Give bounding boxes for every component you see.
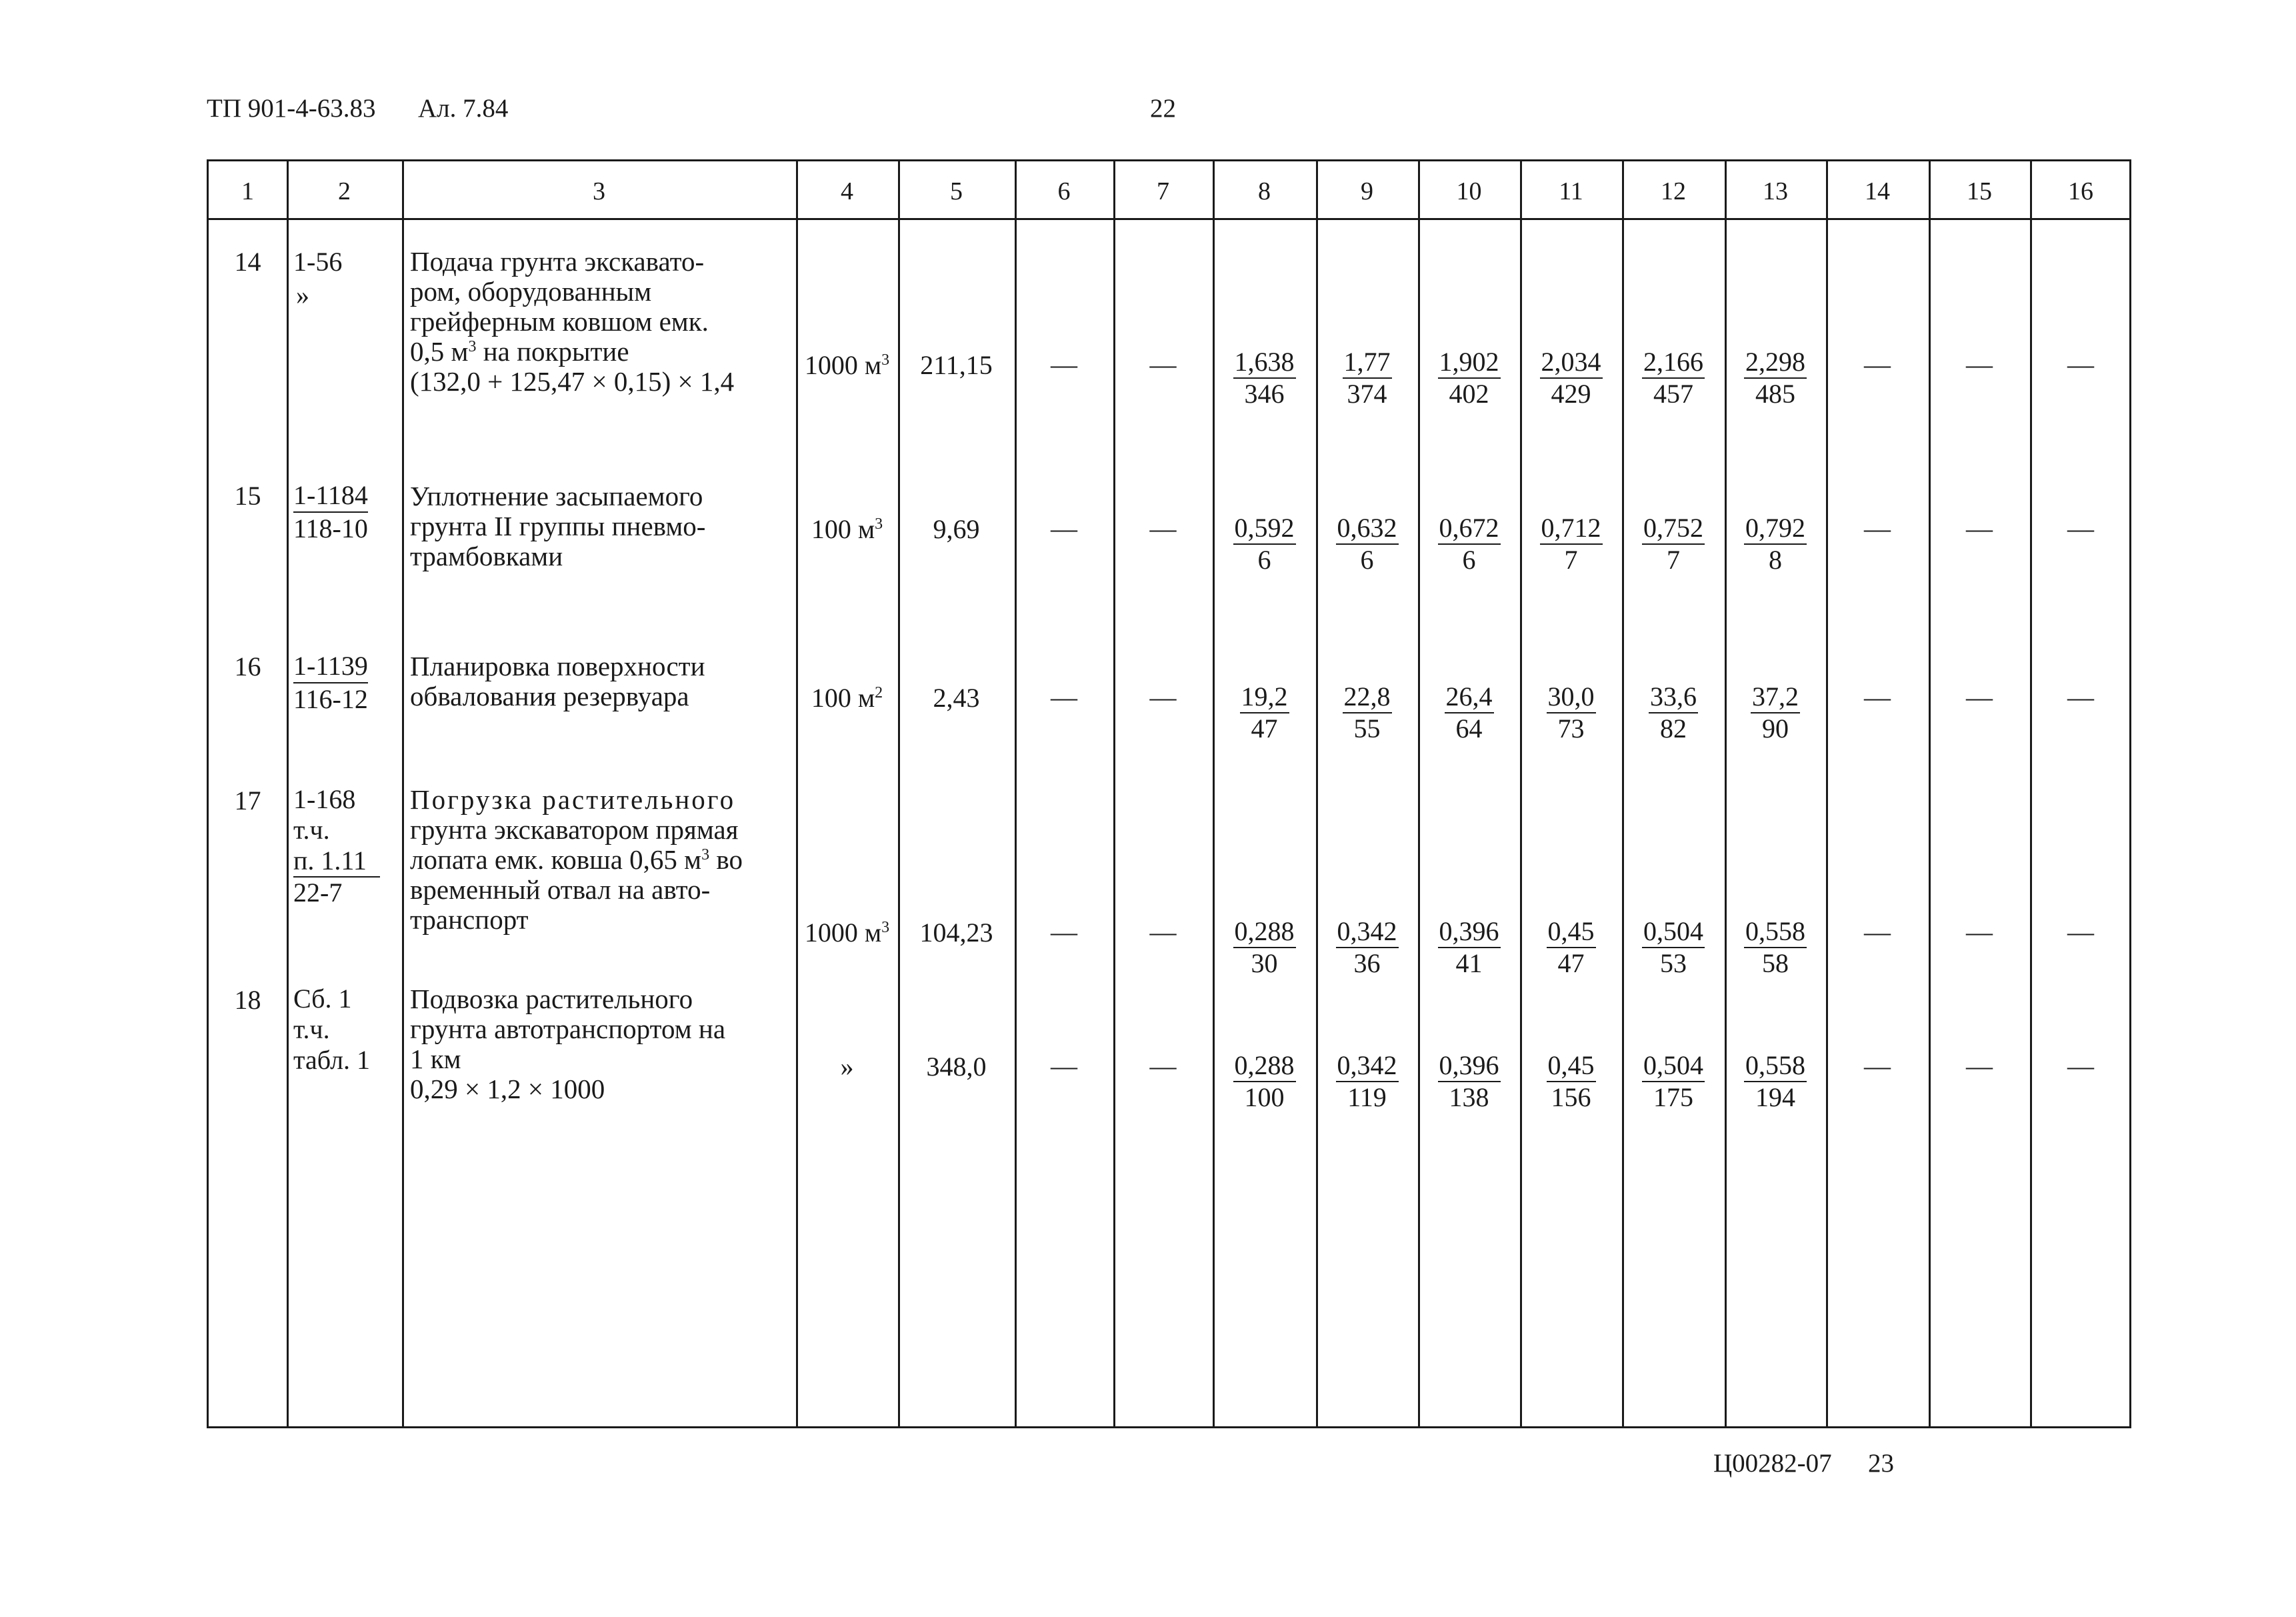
- unit-superscript: 3: [881, 351, 890, 369]
- column-header-16: 16: [2068, 177, 2093, 205]
- desc-superscript: 3: [701, 846, 710, 864]
- fraction-denominator: 58: [1762, 948, 1789, 978]
- fraction-denominator: 47: [1557, 948, 1585, 978]
- fraction-denominator: 7: [1667, 545, 1680, 575]
- desc-text: лопата емк. ковша 0,65 м: [410, 844, 702, 875]
- fraction-cell: [1622, 347, 1725, 409]
- fraction-numerator: 0,288: [1233, 916, 1296, 948]
- column-header-9: 9: [1361, 177, 1373, 205]
- fraction-numerator: 30,0: [1547, 681, 1596, 713]
- column-header-2: 2: [338, 177, 351, 205]
- desc-line: обвалования резервуара: [410, 681, 689, 711]
- dash-cell: —: [1966, 1051, 1993, 1081]
- dash-cell: —: [1149, 917, 1177, 947]
- work-description: [410, 785, 743, 935]
- desc-line: транспорт: [410, 904, 529, 935]
- desc-line: Планировка поверхности: [410, 651, 705, 681]
- unit: [796, 681, 898, 715]
- dash-cell: —: [1149, 682, 1177, 712]
- dash-cell: —: [1966, 682, 1993, 712]
- fraction-cell: [1725, 1050, 1826, 1113]
- dash-cell: —: [1966, 349, 1993, 379]
- desc-line: грунта II группы пневмо-: [410, 511, 706, 541]
- dash-cell: —: [1966, 917, 1993, 947]
- row-number: 17: [234, 785, 261, 816]
- fraction-denominator: 7: [1564, 545, 1578, 575]
- fraction-denominator: 100: [1244, 1082, 1285, 1112]
- norm-reference: [293, 784, 380, 908]
- desc-line: [410, 845, 743, 875]
- column-header-1: 1: [241, 177, 254, 205]
- norm-code: табл. 1: [293, 1045, 371, 1075]
- fraction-denominator: 429: [1551, 379, 1591, 409]
- fraction-denominator: 194: [1755, 1082, 1795, 1112]
- fraction-cell: [1316, 681, 1418, 744]
- dash-cell: —: [1864, 513, 1891, 543]
- fraction-cell: [1213, 513, 1316, 575]
- column-header-12: 12: [1661, 177, 1686, 205]
- work-description: [410, 984, 725, 1104]
- fraction-cell: [1213, 681, 1316, 744]
- fraction-numerator: 0,558: [1744, 916, 1807, 948]
- fraction-denominator: 485: [1755, 379, 1795, 409]
- quantity: 348,0: [926, 1052, 987, 1082]
- norm-code: 1-168: [293, 784, 356, 814]
- fraction-denominator: 6: [1462, 545, 1476, 575]
- fraction-numerator: 0,396: [1438, 1050, 1501, 1082]
- fraction-cell: [1418, 1050, 1520, 1113]
- dash-cell: —: [1051, 917, 1077, 947]
- dash-cell: —: [2067, 349, 2094, 379]
- footer-page-number: 23: [1868, 1449, 1894, 1478]
- desc-line: (132,0 + 125,47 × 0,15) × 1,4: [410, 366, 735, 397]
- fraction-denominator: 374: [1347, 379, 1387, 409]
- fraction-cell: [1520, 681, 1622, 744]
- dash-cell: —: [1864, 349, 1891, 379]
- dash-cell: —: [1149, 349, 1177, 379]
- fraction-numerator: 0,558: [1744, 1050, 1807, 1082]
- album-number: Ал. 7.84: [418, 94, 509, 123]
- fraction-denominator: 175: [1653, 1082, 1693, 1112]
- page-number: 22: [1150, 94, 1176, 123]
- footer-code: Ц00282-07: [1713, 1449, 1832, 1478]
- desc-line: грейферным ковшом емк.: [410, 306, 709, 337]
- fraction-cell: [1316, 513, 1418, 575]
- fraction-denominator: 6: [1360, 545, 1374, 575]
- fraction-numerator: 0,504: [1642, 916, 1705, 948]
- norm-code: 1-56: [293, 247, 343, 277]
- row-number: 18: [234, 985, 261, 1015]
- column-header-3: 3: [593, 177, 605, 205]
- dash-cell: —: [1149, 513, 1177, 543]
- dash-cell: —: [1051, 513, 1077, 543]
- fraction-numerator: 0,288: [1233, 1050, 1296, 1082]
- column-header-11: 11: [1559, 177, 1583, 205]
- work-description: [410, 247, 734, 397]
- column-divider: [402, 161, 404, 1426]
- unit-text: 1000 м: [804, 918, 882, 948]
- fraction-denominator: 138: [1449, 1082, 1489, 1112]
- fraction-cell: [1622, 513, 1725, 575]
- fraction-numerator: 1,902: [1438, 347, 1501, 379]
- dash-cell: —: [1149, 1051, 1177, 1081]
- norm-reference: [293, 984, 370, 1076]
- quantity: 104,23: [919, 918, 993, 948]
- unit-text: 1000 м: [804, 350, 882, 380]
- fraction-numerator: 0,752: [1642, 513, 1705, 545]
- norm-code: 22-7: [293, 878, 343, 908]
- fraction-numerator: 0,45: [1547, 1050, 1596, 1082]
- fraction-numerator: 22,8: [1343, 681, 1392, 713]
- dash-cell: —: [2067, 682, 2094, 712]
- fraction-cell: [1622, 916, 1725, 979]
- dash-cell: —: [2067, 1051, 2094, 1081]
- norm-code: п. 1.11: [293, 846, 380, 878]
- quantity: 2,43: [933, 683, 980, 713]
- fraction-cell: [1316, 916, 1418, 979]
- dash-cell: —: [2067, 513, 2094, 543]
- fraction-cell: [1213, 347, 1316, 409]
- fraction-denominator: 47: [1251, 713, 1278, 743]
- work-description: [410, 651, 705, 711]
- column-header-5: 5: [950, 177, 963, 205]
- fraction-numerator: 0,504: [1642, 1050, 1705, 1082]
- unit-superscript: 3: [875, 515, 883, 533]
- column-header-13: 13: [1763, 177, 1788, 205]
- dash-cell: —: [1864, 682, 1891, 712]
- column-header-15: 15: [1967, 177, 1992, 205]
- fraction-numerator: 1,638: [1233, 347, 1296, 379]
- fraction-numerator: 26,4: [1445, 681, 1494, 713]
- fraction-cell: [1520, 1050, 1622, 1113]
- fraction-cell: [1213, 916, 1316, 979]
- fraction-denominator: 64: [1455, 713, 1483, 743]
- norm-code: 1-1184: [293, 479, 368, 513]
- fraction-cell: [1520, 916, 1622, 979]
- norm-code: 116-12: [293, 684, 368, 714]
- norm-reference: [293, 650, 368, 715]
- desc-line: Погрузка растительного: [410, 784, 736, 815]
- quantity: 211,15: [920, 350, 993, 380]
- unit-text: 100 м: [811, 683, 875, 713]
- desc-line: ром, оборудованным: [410, 276, 652, 307]
- fraction-denominator: 6: [1257, 545, 1271, 575]
- norm-code: т.ч.: [293, 815, 330, 845]
- dash-cell: —: [1864, 917, 1891, 947]
- fraction-denominator: 30: [1251, 948, 1278, 978]
- row-number: 15: [234, 481, 261, 511]
- dash-cell: —: [1966, 513, 1993, 543]
- column-header-7: 7: [1157, 177, 1169, 205]
- fraction-denominator: 346: [1244, 379, 1285, 409]
- fraction-denominator: 73: [1557, 713, 1585, 743]
- document-code: ТП 901-4-63.83: [207, 94, 376, 123]
- fraction-numerator: 0,342: [1336, 1050, 1399, 1082]
- norm-code: 118-10: [293, 513, 368, 543]
- column-header-8: 8: [1258, 177, 1271, 205]
- fraction-numerator: 0,342: [1336, 916, 1399, 948]
- fraction-cell: [1213, 1050, 1316, 1113]
- desc-line: грунта автотранспортом на: [410, 1014, 726, 1044]
- norm-code: 1-1139: [293, 650, 368, 683]
- desc-line: трамбовками: [410, 541, 563, 571]
- desc-text: во: [709, 844, 743, 875]
- fraction-numerator: 0,792: [1744, 513, 1807, 545]
- fraction-numerator: 2,166: [1642, 347, 1705, 379]
- fraction-cell: [1418, 347, 1520, 409]
- fraction-cell: [1316, 1050, 1418, 1113]
- dash-cell: —: [1051, 349, 1077, 379]
- dash-cell: —: [1051, 682, 1077, 712]
- fraction-cell: [1725, 513, 1826, 575]
- fraction-denominator: 457: [1653, 379, 1693, 409]
- fraction-denominator: 156: [1551, 1082, 1591, 1112]
- header-divider: [209, 218, 2129, 220]
- column-header-10: 10: [1456, 177, 1482, 205]
- desc-superscript: 3: [468, 338, 477, 355]
- fraction-denominator: 82: [1660, 713, 1687, 743]
- fraction-cell: [1725, 347, 1826, 409]
- work-description: [410, 481, 705, 571]
- norm-code: Сб. 1: [293, 984, 352, 1014]
- fraction-cell: [1725, 916, 1826, 979]
- desc-line: временный отвал на авто-: [410, 874, 711, 905]
- desc-line: Уплотнение засыпаемого: [410, 481, 703, 511]
- quantity: 9,69: [933, 514, 980, 544]
- fraction-numerator: 2,034: [1540, 347, 1603, 379]
- desc-text: на покрытие: [476, 336, 629, 367]
- fraction-cell: [1520, 513, 1622, 575]
- row-number: 14: [234, 247, 261, 277]
- column-header-6: 6: [1057, 177, 1071, 205]
- fraction-numerator: 19,2: [1240, 681, 1289, 713]
- fraction-cell: [1418, 513, 1520, 575]
- fraction-denominator: 402: [1449, 379, 1489, 409]
- fraction-denominator: 36: [1353, 948, 1381, 978]
- ditto-mark: »: [296, 280, 309, 310]
- unit: [796, 916, 898, 950]
- desc-text: 0,5 м: [410, 336, 469, 367]
- column-divider: [287, 161, 289, 1426]
- unit: [796, 349, 898, 382]
- fraction-numerator: 37,2: [1751, 681, 1800, 713]
- norm-reference: [293, 245, 342, 312]
- desc-line: грунта экскаватором прямая: [410, 814, 739, 845]
- norm-reference: [293, 479, 368, 545]
- desc-line: 0,29 × 1,2 × 1000: [410, 1074, 605, 1104]
- estimate-table: [207, 159, 2131, 1428]
- norm-code: т.ч.: [293, 1014, 330, 1044]
- fraction-denominator: 41: [1455, 948, 1483, 978]
- fraction-cell: [1622, 1050, 1725, 1113]
- desc-line: Подача грунта экскавато-: [410, 246, 705, 277]
- unit-superscript: 2: [875, 684, 883, 701]
- dash-cell: —: [1864, 1051, 1891, 1081]
- fraction-numerator: 33,6: [1649, 681, 1698, 713]
- dash-cell: —: [2067, 917, 2094, 947]
- fraction-cell: [1520, 347, 1622, 409]
- fraction-cell: [1622, 681, 1725, 744]
- fraction-denominator: 90: [1762, 713, 1789, 743]
- fraction-numerator: 1,77: [1343, 347, 1392, 379]
- dash-cell: —: [1051, 1051, 1077, 1081]
- fraction-denominator: 8: [1769, 545, 1782, 575]
- column-header-4: 4: [841, 177, 853, 205]
- unit: [796, 513, 898, 546]
- row-number: 16: [234, 651, 261, 681]
- fraction-numerator: 0,592: [1233, 513, 1296, 545]
- fraction-cell: [1316, 347, 1418, 409]
- desc-line: Подвозка растительного: [410, 984, 693, 1014]
- unit: »: [840, 1052, 854, 1082]
- fraction-numerator: 2,298: [1744, 347, 1807, 379]
- fraction-cell: [1418, 681, 1520, 744]
- fraction-numerator: 0,45: [1547, 916, 1596, 948]
- unit-text: 100 м: [811, 514, 875, 544]
- fraction-numerator: 0,632: [1336, 513, 1399, 545]
- fraction-denominator: 119: [1347, 1082, 1387, 1112]
- desc-line: [410, 337, 734, 367]
- fraction-denominator: 55: [1353, 713, 1381, 743]
- unit-superscript: 3: [881, 919, 890, 936]
- fraction-denominator: 53: [1660, 948, 1687, 978]
- column-header-14: 14: [1865, 177, 1890, 205]
- fraction-numerator: 0,712: [1540, 513, 1603, 545]
- desc-line: 1 км: [410, 1044, 461, 1074]
- fraction-cell: [1418, 916, 1520, 979]
- fraction-numerator: 0,672: [1438, 513, 1501, 545]
- fraction-cell: [1725, 681, 1826, 744]
- fraction-numerator: 0,396: [1438, 916, 1501, 948]
